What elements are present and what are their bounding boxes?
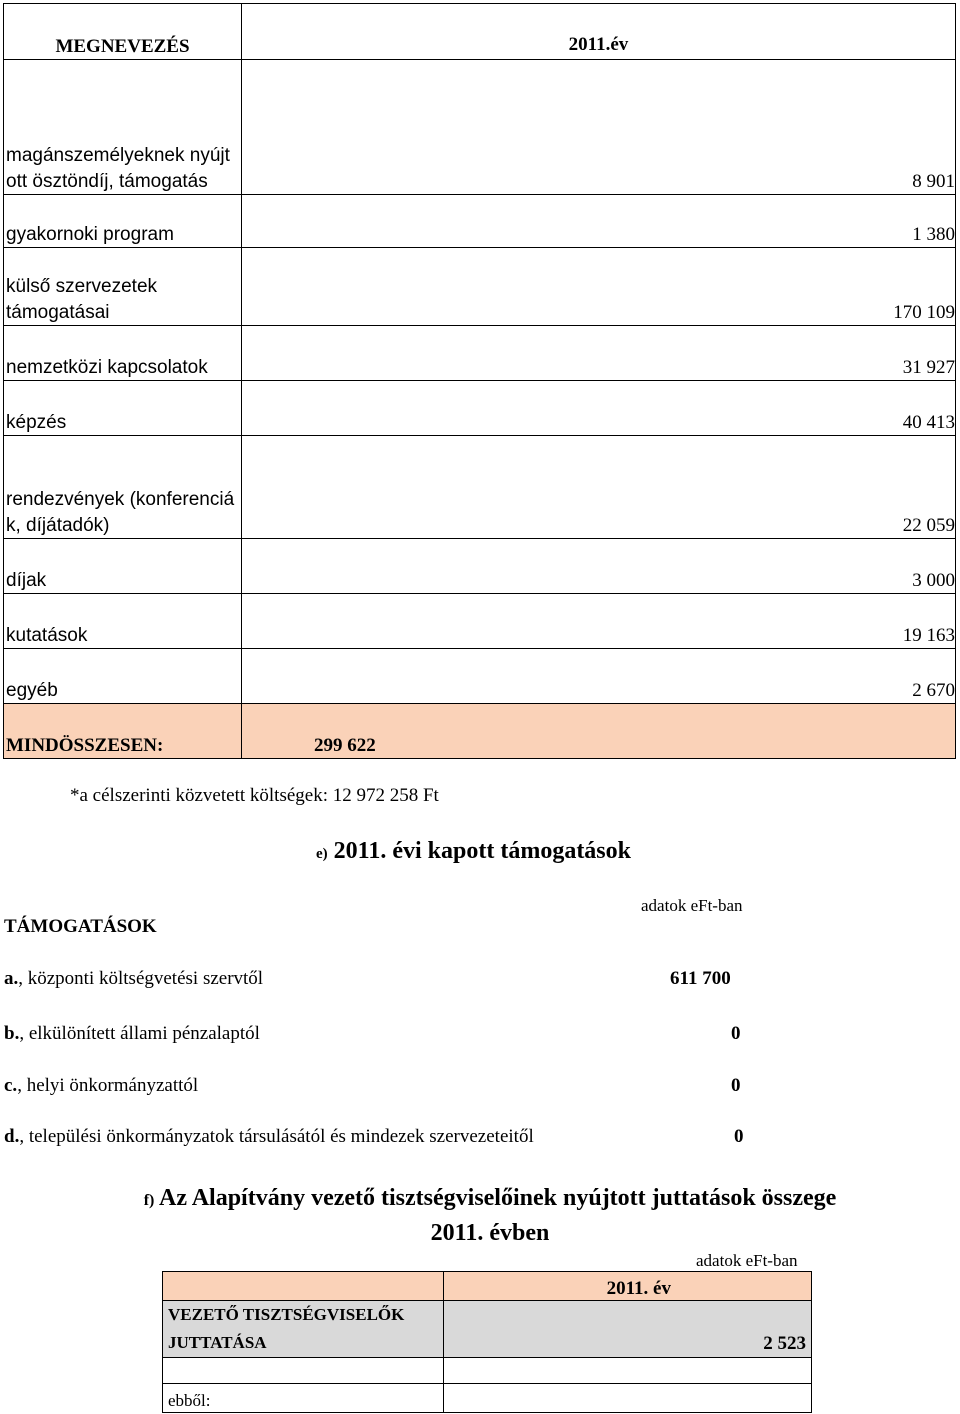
row-label: gyakornoki program bbox=[6, 223, 174, 245]
leaders-sub-row bbox=[163, 1384, 812, 1413]
support-item bbox=[4, 1126, 534, 1148]
row-label: egyéb bbox=[6, 679, 58, 701]
table-row bbox=[4, 594, 956, 649]
support-item-letter: b. bbox=[4, 1023, 20, 1044]
section-e-unit: adatok eFt-ban bbox=[641, 896, 743, 915]
grants-table bbox=[3, 3, 956, 759]
section-e-title bbox=[316, 838, 631, 865]
table-row bbox=[4, 195, 956, 248]
section-f-title-line2: 2011. évben bbox=[430, 1220, 550, 1246]
row-label: díjak bbox=[6, 569, 47, 591]
header-year-cell bbox=[242, 4, 956, 60]
leaders-year: 2011. év bbox=[606, 1278, 671, 1299]
row-label: külső szervezetek támogatásai bbox=[6, 276, 158, 323]
section-f-title bbox=[110, 1182, 870, 1249]
header-label-cell bbox=[4, 4, 242, 60]
section-f-unit: adatok eFt-ban bbox=[696, 1251, 798, 1270]
row-value: 2 670 bbox=[912, 680, 955, 701]
support-item bbox=[4, 968, 263, 990]
support-item bbox=[4, 1023, 260, 1045]
table-row bbox=[4, 436, 956, 539]
leaders-row bbox=[163, 1301, 812, 1358]
leaders-sub-label: ebből: bbox=[168, 1391, 211, 1410]
header-year: 2011.év bbox=[568, 34, 629, 55]
row-value: 1 380 bbox=[912, 224, 955, 245]
support-item-text: , települési önkormányzatok társulásától és mindezek szervezeteitől bbox=[19, 1126, 534, 1147]
indirect-costs-note: *a célszerinti közvetett költségek: 12 972 258 Ft bbox=[70, 785, 439, 806]
leaders-label-line1: VEZETŐ TISZTSÉGVISELŐK bbox=[168, 1305, 405, 1324]
section-e-heading: TÁMOGATÁSOK bbox=[4, 916, 157, 937]
section-f-prefix: f) bbox=[143, 1192, 155, 1209]
leaders-header-row bbox=[163, 1272, 812, 1301]
table-row bbox=[4, 539, 956, 594]
total-label: MINDÖSSZESEN: bbox=[6, 734, 164, 756]
row-label: képzés bbox=[6, 411, 67, 433]
support-item-text: , központi költségvetési szervtől bbox=[18, 968, 264, 989]
row-value: 8 901 bbox=[912, 171, 955, 192]
total-value: 299 622 bbox=[314, 735, 376, 756]
leaders-label-line2: JUTTATÁSA bbox=[168, 1333, 267, 1352]
row-value: 31 927 bbox=[902, 357, 955, 378]
support-item bbox=[4, 1075, 198, 1097]
support-item-letter: c. bbox=[4, 1075, 18, 1096]
support-item-text: , helyi önkormányzattól bbox=[17, 1075, 199, 1096]
support-item-value: 0 bbox=[734, 1126, 744, 1147]
support-item-letter: a. bbox=[4, 968, 19, 989]
row-value: 170 109 bbox=[893, 302, 955, 323]
support-item-letter: d. bbox=[4, 1126, 20, 1147]
row-value: 19 163 bbox=[902, 625, 955, 646]
row-label: magánszemélyeknek nyújtott ösztöndíj, támogatás bbox=[6, 145, 230, 192]
row-value: 3 000 bbox=[912, 570, 955, 591]
table-row bbox=[4, 649, 956, 704]
row-label: kutatások bbox=[6, 624, 88, 646]
header-label: MEGNEVEZÉS bbox=[55, 36, 190, 57]
leaders-table bbox=[162, 1271, 812, 1413]
row-label: nemzetközi kapcsolatok bbox=[6, 356, 208, 378]
support-item-value: 0 bbox=[731, 1075, 741, 1096]
section-f-title-line1: Az Alapítvány vezető tisztségviselőinek nyújtott juttatások összege bbox=[159, 1185, 837, 1211]
table-row bbox=[4, 248, 956, 326]
leaders-empty-row bbox=[163, 1358, 812, 1384]
row-value: 22 059 bbox=[902, 515, 955, 536]
section-e-prefix: e) bbox=[316, 846, 328, 862]
support-item-text: , elkülönített állami pénzalaptól bbox=[19, 1023, 260, 1044]
row-value: 40 413 bbox=[902, 412, 955, 433]
table-row bbox=[4, 60, 956, 195]
table-row bbox=[4, 326, 956, 381]
table-row bbox=[4, 381, 956, 436]
section-e-title-text: 2011. évi kapott támogatások bbox=[333, 838, 631, 864]
support-item-value: 0 bbox=[731, 1023, 741, 1044]
total-row bbox=[4, 704, 956, 759]
support-item-value: 611 700 bbox=[670, 968, 731, 989]
row-label: rendezvények (konferenciák, díjátadók) bbox=[6, 489, 235, 536]
leaders-value: 2 523 bbox=[763, 1333, 806, 1354]
